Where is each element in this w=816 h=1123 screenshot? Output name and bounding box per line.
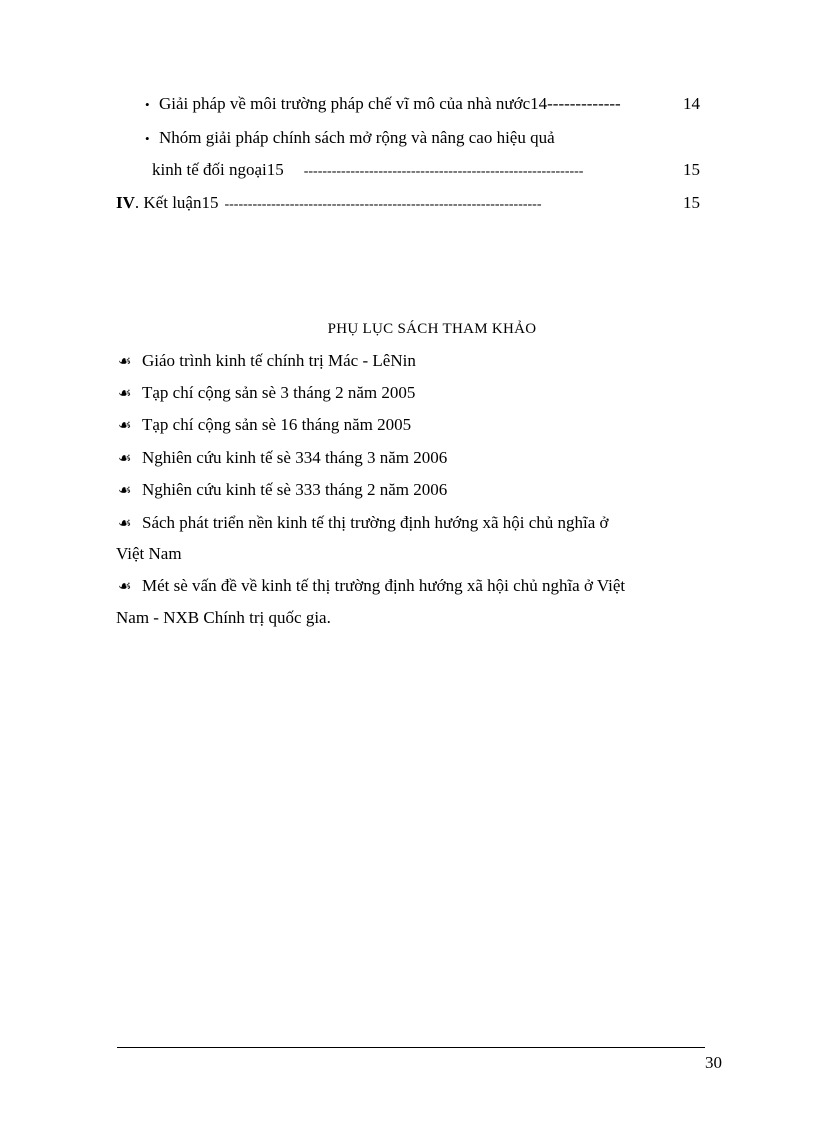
reference-text: Sách phát triển nền kinh tế thị trường định hướng xã hội chủ nghĩa ở xyxy=(142,513,609,532)
fleuron-icon: ☙ xyxy=(118,418,132,434)
toc-entry-conclusion xyxy=(116,192,542,216)
fleuron-icon: ☙ xyxy=(118,483,132,499)
toc-entry-foreign-economy xyxy=(145,127,555,150)
fleuron-icon: ☙ xyxy=(118,516,132,532)
toc-roman-numeral: IV xyxy=(116,193,135,212)
footer-rule xyxy=(117,1047,705,1048)
toc-page-number: 15 xyxy=(683,193,700,212)
reference-item xyxy=(118,414,411,437)
toc-page-number: 15 xyxy=(683,160,700,179)
reference-item xyxy=(118,479,447,502)
reference-text: Nghiên cứu kinh tế sè 333 tháng 2 năm 2006 xyxy=(142,480,448,499)
fleuron-icon: ☙ xyxy=(118,386,132,402)
toc-entry-text: Nhóm giải pháp chính sách mở rộng và nâng cao hiệu quả xyxy=(159,128,555,147)
toc-entry-text: kinh tế đối ngoại15 xyxy=(152,160,284,179)
fleuron-icon: ☙ xyxy=(118,354,132,370)
toc-entry-text: . Kết luận15 xyxy=(134,193,219,212)
reference-text-continuation: Việt Nam xyxy=(116,544,182,563)
bullet-icon: • xyxy=(145,131,150,146)
reference-text: Nghiên cứu kinh tế sè 334 tháng 3 năm 2006 xyxy=(142,448,448,467)
toc-leader: ------------------------------------------------------------ xyxy=(303,164,584,179)
fleuron-icon: ☙ xyxy=(118,579,132,595)
reference-item xyxy=(118,447,447,470)
toc-leader: ------------- xyxy=(547,94,621,113)
reference-item xyxy=(118,575,625,598)
reference-text: Tạp chí cộng sản sè 16 tháng năm 2005 xyxy=(142,415,412,434)
toc-entry-foreign-economy-cont xyxy=(152,159,583,183)
references-heading: PHỤ LỤC SÁCH THAM KHẢO xyxy=(327,321,537,337)
page-number: 30 xyxy=(705,1053,722,1072)
bullet-icon: • xyxy=(145,97,150,112)
reference-text-continuation: Nam - NXB Chính trị quốc gia. xyxy=(116,608,331,627)
reference-item xyxy=(118,512,609,535)
toc-leader: -------------------------------------------------------------------- xyxy=(224,197,542,212)
toc-entry-text: Giải pháp về môi trường pháp chế vĩ mô của nhà nước14 xyxy=(159,94,548,113)
toc-entry-legal-solutions xyxy=(145,93,621,116)
reference-item xyxy=(118,382,415,405)
toc-page-number: 14 xyxy=(683,94,700,113)
reference-text: Giáo trình kinh tế chính trị Mác - LêNin xyxy=(142,351,416,370)
fleuron-icon: ☙ xyxy=(118,451,132,467)
reference-text: Mét sè vấn đề về kinh tế thị trường định hướng xã hội chủ nghĩa ở Việt xyxy=(142,576,626,595)
reference-text: Tạp chí cộng sản sè 3 tháng 2 năm 2005 xyxy=(142,383,416,402)
reference-item xyxy=(118,350,416,373)
